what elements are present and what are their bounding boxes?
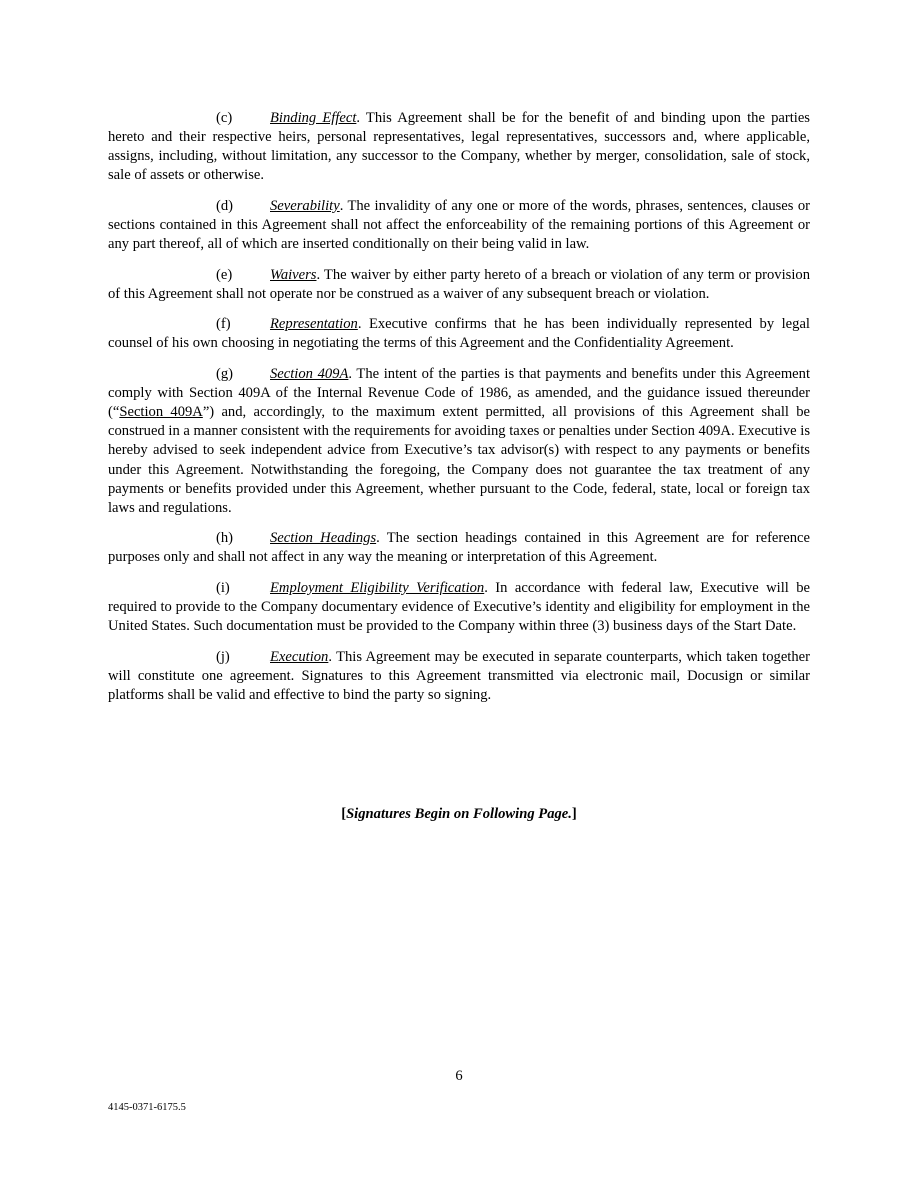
section-letter: (c) (216, 110, 233, 126)
section-letter: (i) (216, 579, 230, 596)
section-letter: (e) (216, 266, 233, 283)
section-d (108, 197, 810, 254)
section-body: ”) and, accordingly, to the maximum extent permitted, all provisions of this Agreement shall be construed in a manner consistent with the requirements for avoiding taxes or penalties under Section 409A. Executive is hereby advised to seek independent advice from Executive’s tax advisor(s) with respect to any payments or benefits under this Agreement. Notwithstanding the foregoing, the Company does not guarantee the tax treatment of any payments or benefits provided under this Agreement, whether pursuant to the Code, federal, state, local or foreign tax laws and regulations. (108, 404, 810, 516)
document-body (108, 109, 810, 717)
section-f (108, 315, 810, 353)
section-body: . Executive confirms that he has been individually represented by legal counsel of his own choosing in negotiating the terms of this Agreement and the Confidentiality Agreement. (108, 316, 810, 352)
section-letter: (g) (216, 366, 234, 383)
section-heading: Execution (270, 648, 329, 665)
section-heading: Binding Effect (270, 110, 357, 126)
signature-note (108, 806, 810, 823)
section-body: . The waiver by either party hereto of a breach or violation of any term or provision of this Agreement shall not operate nor be construed as a waiver of any subsequent breach or violation. (108, 266, 810, 302)
section-heading: Severability (270, 197, 340, 214)
section-heading: Section Headings (270, 530, 377, 547)
bracket-close: ] (571, 806, 577, 822)
section-c (108, 109, 810, 185)
section-h (108, 529, 810, 567)
bracket-open: [ (341, 806, 347, 822)
section-j (108, 648, 810, 705)
section-g (108, 365, 810, 518)
section-body: . The intent of the parties is that payments and benefits under this Agreement comply with Section 409A of the Internal Revenue Code of 1986, as amended, and the guidance issued thereunder (“ (108, 366, 810, 421)
section-heading: Waivers (270, 266, 317, 283)
section-letter: (h) (216, 530, 234, 547)
section-body: . This Agreement shall be for the benefit of and binding upon the parties hereto and their respective heirs, personal representatives, legal representatives, successors and, where applicable, assigns, including, without limitation, any successor to the Company, whether by merger, consolidation, sale of stock, sale of assets or otherwise. (108, 110, 810, 184)
section-body: . The invalidity of any one or more of the words, phrases, sentences, clauses or sections contained in this Agreement shall not affect the enforceability of the remaining portions of this Agreement or any part thereof, all of which are inserted conditionally on their being valid in law. (108, 197, 810, 253)
section-body: . This Agreement may be executed in separate counterparts, which taken together will constitute one agreement. Signatures to this Agreement transmitted via electronic mail, Docusign or similar platforms shall be valid and effective to bind the party so signing. (108, 648, 810, 703)
page-number: 6 (455, 1068, 463, 1084)
section-heading: Section 409A (270, 366, 349, 383)
section-heading: Employment Eligibility Verification (270, 579, 485, 596)
section-i (108, 579, 810, 636)
section-letter: (j) (216, 648, 230, 665)
section-heading: Representation (270, 316, 358, 333)
section-body: . The section headings contained in this Agreement are for reference purposes only and shall not affect in any way the meaning or interpretation of this Agreement. (108, 530, 810, 566)
section-letter: (d) (216, 197, 234, 214)
section-body: . In accordance with federal law, Executive will be required to provide to the Company documentary evidence of Executive’s identity and eligibility for employment in the United States. Such documentation must be provided to the Company within three (3) business days of the Start Date. (108, 579, 810, 635)
section-letter: (f) (216, 316, 231, 333)
signature-note-text: Signatures Begin on Following Page. (346, 806, 572, 822)
section-e (108, 266, 810, 304)
defined-term: Section 409A (119, 404, 203, 421)
document-id: 4145-0371-6175.5 (108, 1102, 186, 1113)
